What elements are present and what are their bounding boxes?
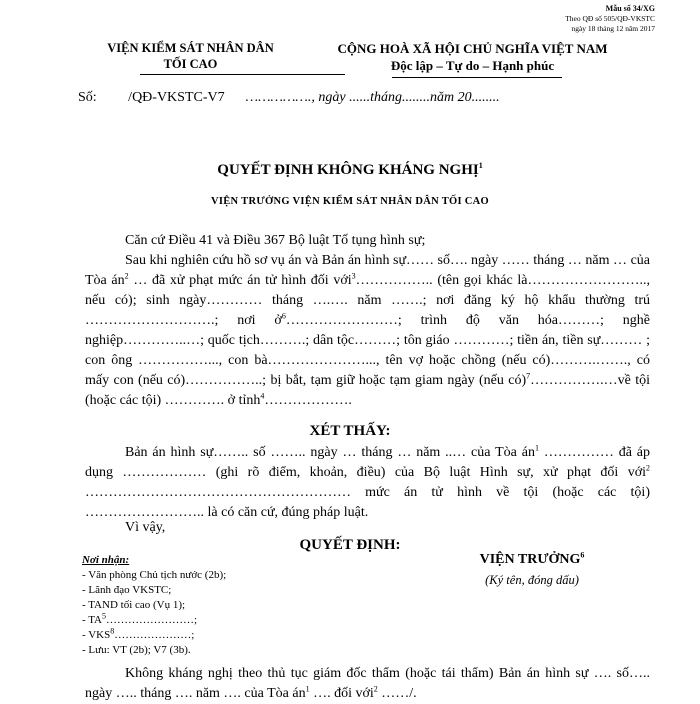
signer-title: VIỆN TRƯỞNG$^6$ [479, 550, 585, 567]
national-header [330, 40, 615, 74]
recipient-item: - Lãnh đạo VKSTC; [82, 584, 172, 596]
nation-motto: Độc lập – Tự do – Hạnh phúc [390, 58, 555, 73]
decision-paragraph: Không kháng nghị theo thủ tục giám đốc thẩm (hoặc tái thẩm) Bản án hình sự …. số….. ngày ….. tháng …. năm …. của Tòa $án^1$ …. đối với$^2$ ……/. [85, 666, 650, 701]
findings-paragraph: Bản án hình sự…….. số …….. ngày … tháng … năm ..… của Tòa $án^1$ …………… đã áp dụng ……………… (ghi rõ điểm, khoản, điều) của Bộ luật Hình sự, xử phạt đối với$^2$ ………………………………………………… mức án tử hình về tội (hoặc các tội) …………………….. là có căn cứ, đúng pháp luật. [85, 443, 651, 520]
title-text: QUYẾT ĐỊNH KHÔNG KHÁNG NGHỊ [217, 162, 479, 178]
form-code-number: Mẫu số 34/XG [605, 4, 655, 13]
recipients-title: Nơi nhận: [82, 554, 130, 566]
recipient-item: - Lưu: VT (2b); V7 (3b). [82, 644, 191, 656]
agency-line-2: TỐI CAO [163, 57, 218, 71]
issuing-agency [98, 40, 283, 72]
motto-underline [392, 77, 562, 78]
recipient-item: - $TA^5\dots\dots\dots\dots\dots\dots\dots\dots$; [82, 611, 198, 626]
recipients-list [82, 568, 226, 658]
document-number: Số: /QĐ-VKSTC-V7 [78, 90, 225, 105]
document-subtitle: VIỆN TRƯỞNG VIỆN KIỂM SÁT NHÂN DÂN TỐI CAO [210, 196, 490, 207]
document-title [0, 162, 700, 179]
form-code-reference: Theo QĐ số 505/QĐ-VKSTC [565, 14, 655, 23]
signature-note: (Ký tên, đóng dấu) [485, 573, 579, 587]
recipient-item: - VKS$^8$…………………; [82, 626, 195, 641]
agency-line-1: VIỆN KIỂM SÁT NHÂN DÂN [107, 41, 274, 55]
recipient-item: - TAND tối cao (Vụ 1); [82, 599, 186, 611]
title-footnote: 1 [478, 161, 483, 170]
document-number-line [78, 90, 500, 106]
findings-heading: XÉT THẤY: [309, 423, 391, 439]
legal-basis: Căn cứ Điều 41 và Điều 367 Bộ luật Tố tụng hình sự; [125, 233, 426, 248]
therefore-line: Vì vậy, [125, 520, 166, 535]
nation-name: CỘNG HOÀ XÃ HỘI CHỦ NGHĨA VIỆT NAM [337, 41, 608, 56]
form-code-date: ngày 18 tháng 12 năm 2017 [571, 24, 655, 33]
review-paragraph: Sau khi nghiên cứu hồ sơ vụ án và Bản án hình sự…… số…. ngày …… tháng … năm … của Tòa $án^2$ … đã xử phạt mức án tử hình đối với$^3$…………….. (tên gọi khác là…………………….., nếu có); sinh ngày………… tháng ….…. năm …….; nơi đăng ký hộ khẩu thường trú ……………………….; nơi ở$^6$……………………; trình độ văn hóa………; nghề nghiệp…………..…; quốc tịch……….; dân tộc………; tôn giáo …………; tiền án, tiền sự……… ; con ông ……………..., con bà…………………..., tên vợ hoặc chồng (nếu có)……….……., có mấy con (nếu có)……………..; bị bắt, tạm giữ hoặc tạm giam ngày (nếu có)$^7$…………….…về tội (hoặc các tội) …………. ở tỉnh$^4$………………. [85, 253, 650, 408]
agency-underline [140, 74, 345, 75]
decision-heading: QUYẾT ĐỊNH: [299, 537, 401, 553]
recipient-item: - Văn phòng Chủ tịch nước (2b); [82, 569, 227, 581]
form-code [565, 4, 655, 34]
document-date: ……………., ngày ......tháng........năm 20........ [245, 90, 500, 105]
